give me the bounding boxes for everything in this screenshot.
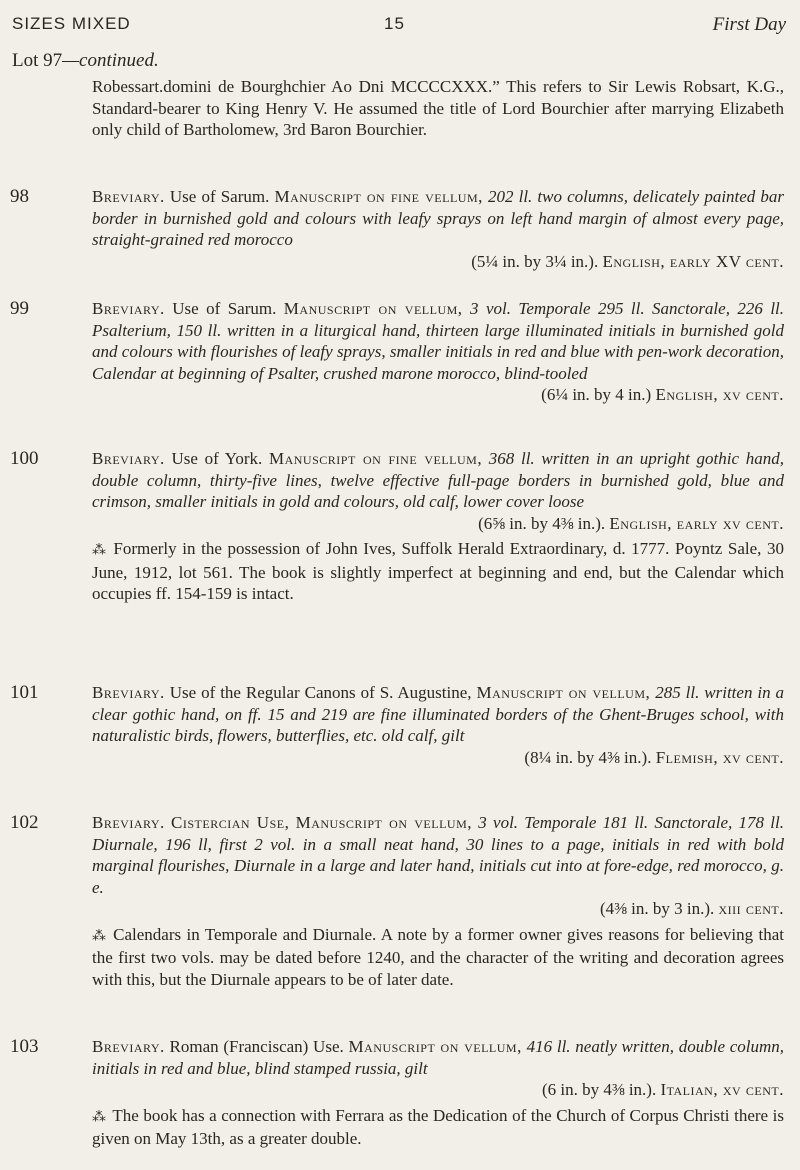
lot-title: Breviary. bbox=[92, 1037, 165, 1056]
lot-description: 416 ll. neatly written, double column, initials in red and blue, blind stamped russia, gilt bbox=[92, 1037, 785, 1078]
lot-continued-suffix: —continued. bbox=[62, 50, 159, 71]
lot-dimensions: (6 in. by 4⅜ in.). bbox=[541, 1080, 657, 1099]
lot-dimensions: (6¼ in. by 4 in.) bbox=[541, 385, 652, 404]
lot-manuscript: Manuscript on vellum, bbox=[283, 299, 463, 318]
lot-lead: Use of Sarum. bbox=[172, 299, 277, 318]
lot-dimensions: (5¼ in. by 3¼ in.). bbox=[471, 251, 599, 271]
entry-body bbox=[92, 682, 784, 768]
lot-description: 3 vol. Temporale 295 ll. Sanctorale, 226 ll. Psalterium, 150 ll. written in a liturgical hand, thirteen large illuminated initials in burnished gold and colours with flourishes of leafy sprays, smaller initials in red and blue with pen-work decoration, Calendar at beginning of Psalter, crushed marone morocco, blind-tooled bbox=[92, 299, 785, 383]
lot-description: 202 ll. two columns, delicately painted bar border in burnished gold and colours with leafy sprays on left hand margin of almost every page, straight-grained red morocco bbox=[92, 187, 785, 249]
lot-origin: Flemish, xv cent. bbox=[655, 747, 784, 767]
lot-description: 285 ll. written in a clear gothic hand, on ff. 15 and 219 are fine illuminated borders of the Ghent-Bruges school, with naturalistic birds, flowers, butterflies, etc. old calf, gilt bbox=[92, 683, 785, 745]
lot-origin: English, early xv cent. bbox=[609, 513, 784, 533]
lot-manuscript: Manuscript on vellum, bbox=[348, 1037, 522, 1056]
lot-number: 100 bbox=[10, 448, 39, 469]
lot-origin: Italian, xv cent. bbox=[660, 1080, 784, 1099]
lot-lead: Roman (Franciscan) Use. bbox=[169, 1037, 344, 1056]
lot-number: 101 bbox=[10, 682, 39, 703]
lot-description: 3 vol. Temporale 181 ll. Sanctorale, 178 ll. Diurnale, 196 ll, first 2 vol. in a small neat hand, 30 lines to a page, initials in red with bold marginal flourishes, Diurnale in a large and later hand, initials cut into at fore-edge, red morocco, g. e. bbox=[92, 813, 785, 897]
lot-origin: English, xv cent. bbox=[655, 385, 784, 404]
header-right: First Day bbox=[712, 14, 786, 35]
lot-dimensions: (8¼ in. by 4⅜ in.). bbox=[524, 747, 652, 767]
lot-title: Breviary. bbox=[92, 683, 165, 702]
lot-dimensions: (6⅝ in. by 4⅜ in.). bbox=[478, 513, 606, 533]
lot-manuscript: Manuscript on fine vellum, bbox=[274, 187, 483, 206]
lot-origin: English, early XV cent. bbox=[602, 251, 784, 271]
lot-lead: Use of the Regular Canons of S. Augustine, bbox=[169, 683, 472, 702]
entry-body bbox=[92, 298, 784, 406]
lot-dimensions: (4⅜ in. by 3 in.). bbox=[599, 899, 715, 918]
lot-title: Breviary. bbox=[92, 187, 165, 206]
lot-note: Formerly in the possession of John Ives, Suffolk Herald Extraordinary, d. 1777. Poyntz Sale, 30 June, 1912, lot 561. The book is slightly imperfect at beginning and end, but the Calendar which occupies ff. 154-159 is intact. bbox=[92, 539, 785, 603]
entry-body bbox=[92, 186, 784, 272]
lot-continued-prefix: Lot 97 bbox=[12, 50, 63, 71]
lot-lead: Use of Sarum. bbox=[169, 187, 270, 206]
entry-body bbox=[92, 812, 784, 990]
page-number: 15 bbox=[384, 14, 405, 33]
entry-body bbox=[92, 76, 784, 141]
lot-title: Breviary. bbox=[92, 299, 165, 318]
entry-body bbox=[92, 1036, 784, 1150]
lot-origin: xiii cent. bbox=[718, 899, 784, 918]
note-asterisks-icon: ⁂ bbox=[92, 928, 108, 944]
lot-title: Breviary. bbox=[92, 449, 165, 468]
lot-note: The book has a connection with Ferrara as the Dedication of the Church of Corpus Christi there is given on May 13th, as a greater double. bbox=[92, 1105, 784, 1148]
lot-lead: Cistercian Use, bbox=[171, 813, 290, 832]
header-left: SIZES MIXED bbox=[12, 14, 131, 33]
note-asterisks-icon: ⁂ bbox=[92, 1109, 107, 1125]
lot-lead: Use of York. bbox=[171, 449, 263, 468]
lot-note: Calendars in Temporale and Diurnale. A note by a former owner gives reasons for believing that the first two vols. may be dated before 1240, and the character of the writing and decoration agrees with this, but the Diurnale appears to be of later date. bbox=[92, 924, 784, 989]
entry-text: Robessart.domini de Bourghchier Ao Dni MCCCCXXX.” This refers to Sir Lewis Robsart, K.G., Standard-bearer to King Henry V. He assumed the title of Lord Bourchier after marrying Elizabeth only child of Bartholomew, 3rd Baron Bourchier. bbox=[92, 77, 784, 139]
lot-manuscript: Manuscript on fine vellum, bbox=[268, 449, 483, 468]
lot-manuscript: Manuscript on vellum, bbox=[295, 813, 472, 832]
running-header bbox=[12, 14, 786, 38]
lot-number: 99 bbox=[10, 298, 29, 319]
lot-continued-heading bbox=[12, 50, 159, 72]
lot-title: Breviary. bbox=[92, 813, 165, 832]
lot-number: 102 bbox=[10, 812, 39, 833]
lot-description: 368 ll. written in an upright gothic hand, double column, thirty-five lines, twelve effective full-page borders in burnished gold, blue and crimson, smaller initials in gold and colours, old calf, lower cover loose bbox=[92, 449, 784, 511]
lot-manuscript: Manuscript on vellum, bbox=[476, 683, 651, 702]
lot-number: 103 bbox=[10, 1036, 39, 1057]
lot-number: 98 bbox=[10, 186, 29, 207]
entry-body bbox=[92, 448, 784, 605]
note-asterisks-icon: ⁂ bbox=[92, 543, 108, 558]
